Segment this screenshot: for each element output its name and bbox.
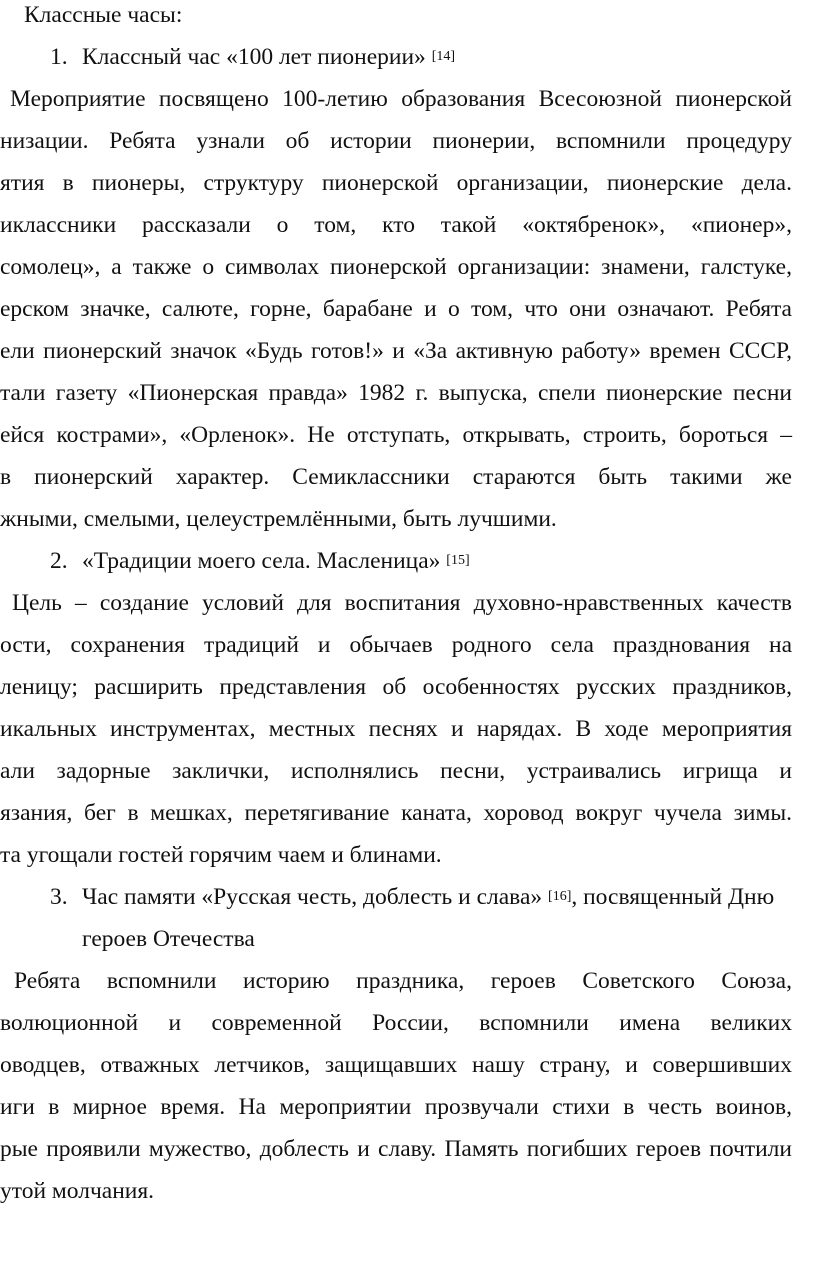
item-2-number: 2. [50,548,68,574]
item-2-title-line [50,546,470,576]
item-1-text-line: тали газету «Пионерская правда» 1982 г. выпуска, спели пионерские песни [0,380,792,406]
item-3-text-line: утой молчания. [0,1178,155,1204]
item-1-text-line: Мероприятие посвящено 100-летию образования Всесоюзной пионерской [10,86,792,112]
item-1-text-line: ерском значке, салюте, горне, барабане и о том, что они означают. Ребята [0,296,792,322]
item-2-title: «Традиции моего села. Масленица» [82,548,441,574]
item-3-text-line: волюционной и современной России, вспомнили имена великих [0,1010,792,1036]
item-3-text-line: рые проявили мужество, доблесть и славу. Память погибших героев почтили [0,1136,792,1162]
item-1-title-line [50,42,455,72]
item-2-text-line: та угощали гостей горячим чаем и блинами. [0,842,442,868]
item-3-title-continuation: героев Отечества [82,926,255,952]
item-2-text-line: ости, сохранения традиций и обычаев родного села празднования на [0,632,792,658]
item-1-text-line: ели пионерский значок «Будь готов!» и «За активную работу» времен СССР, [0,338,792,364]
item-1-text-line: в пионерский характер. Семиклассники стараются быть такими же [0,464,792,490]
item-1-title: Классный час «100 лет пионерии» [82,44,426,70]
item-1-text-line: ейся кострами», «Орленок». Не отступать, открывать, строить, бороться – [0,422,792,448]
item-3-text-line: иги в мирное время. На мероприятии прозвучали стихи в честь воинов, [0,1094,792,1120]
item-2-text-line: Цель – создание условий для воспитания духовно-нравственных качеств [12,590,792,616]
item-1-text-line: ятия в пионеры, структуру пионерской организации, пионерские дела. [0,170,792,196]
document-heading: Классные часы: [24,2,183,28]
item-2-text-line: язания, бег в мешках, перетягивание каната, хоровод вокруг чучела зимы. [0,800,792,826]
item-3-title-line [50,882,774,912]
item-3-title-rest: , посвященный Дню [571,884,775,910]
item-1-text-line: иклассники рассказали о том, кто такой «октябренок», «пионер», [0,212,792,238]
item-2-text-line: леницу; расширить представления об особенностях русских праздников, [0,674,792,700]
item-1-text-line: сомолец», а также о символах пионерской организации: знамени, галстуке, [0,254,792,280]
item-3-number: 3. [50,884,68,910]
item-3-text-line: Ребята вспомнили историю праздника, героев Советского Союза, [14,968,792,994]
item-1-text-line: низации. Ребята узнали об истории пионерии, вспомнили процедуру [0,128,792,154]
item-1-number: 1. [50,44,68,70]
item-2-text-line: али задорные заклички, исполнялись песни, устраивались игрища и [0,758,792,784]
item-3-reference: [16] [548,889,572,904]
item-2-text-line: икальных инструментах, местных песнях и нарядах. В ходе мероприятия [0,716,792,742]
item-2-reference: [15] [446,553,470,568]
item-1-reference: [14] [431,49,456,64]
item-1-text-line: жными, смелыми, целеустремлёнными, быть лучшими. [0,506,557,532]
item-3-text-line: оводцев, отважных летчиков, защищавших нашу страну, и совершивших [0,1052,792,1078]
item-3-title: Час памяти «Русская честь, доблесть и слава» [82,884,543,910]
